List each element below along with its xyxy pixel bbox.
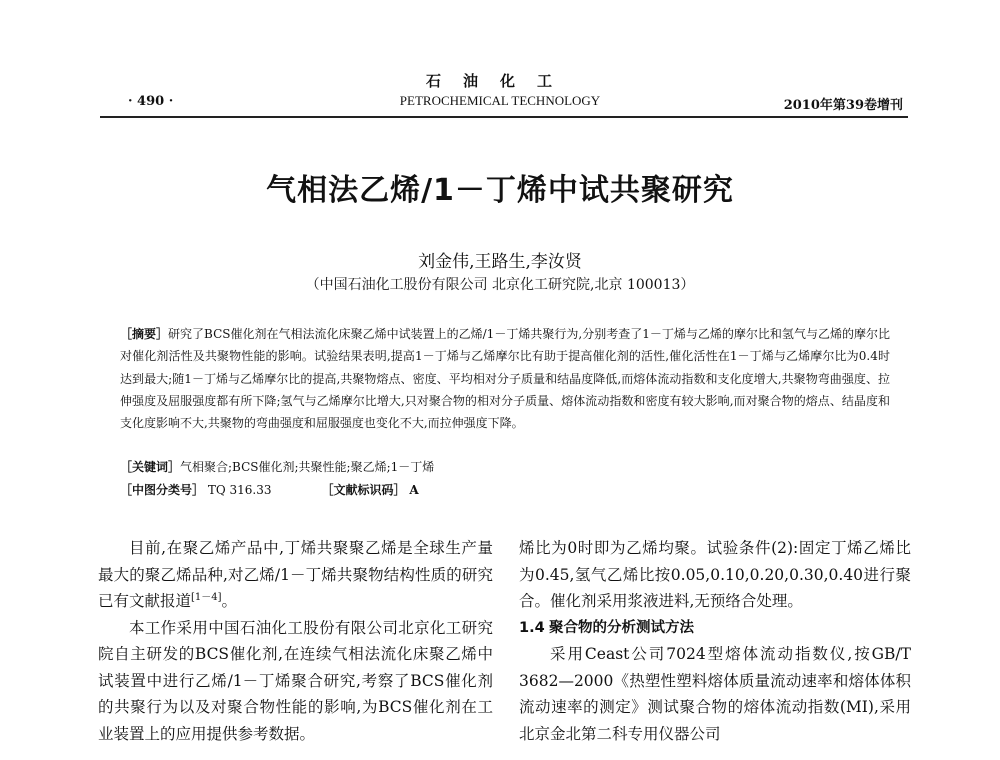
citation-ref: [1－4] bbox=[191, 591, 222, 603]
authors: 刘金伟,王路生,李汝贤 bbox=[418, 252, 582, 272]
body-right-column bbox=[519, 535, 911, 747]
classification bbox=[120, 481, 419, 498]
abstract bbox=[120, 323, 890, 434]
paragraph-conditions: 烯比为0时即为乙烯均聚。试验条件(2):固定丁烯乙烯比为0.45,氢气乙烯比按0.05,0.10,0.20,0.30,0.40进行聚合。催化剂采用浆液进料,无预络合处理。 bbox=[519, 539, 911, 610]
clc-label: ［中图分类号］ bbox=[120, 483, 205, 497]
issue-info: 2010年第39卷增刊 bbox=[783, 98, 903, 113]
paragraph-intro bbox=[98, 535, 493, 615]
paragraph-methods: 采用Ceast公司7024型熔体流动指数仪,按GB/T 3682—2000《热塑性塑料熔体质量流动速率和熔体体积流动速率的测定》测试聚合物的熔体流动指数(MI),采用北京金北第二科专用仪器公司 bbox=[519, 645, 911, 743]
clc-value: TQ 316.33 bbox=[207, 483, 272, 497]
page-number: · 490 · bbox=[128, 94, 174, 109]
paragraph-intro-text: 目前,在聚乙烯产品中,丁烯共聚聚乙烯是全球生产量最大的聚乙烯品种,对乙烯/1－丁烯共聚物结构性质的研究已有文献报道 bbox=[98, 539, 493, 610]
journal-title-cn: 石油化工 bbox=[425, 72, 574, 90]
keywords bbox=[120, 458, 434, 475]
section-title: 聚合物的分析测试方法 bbox=[549, 619, 694, 636]
section-number: 1.4 bbox=[519, 619, 545, 636]
affiliation: （中国石油化工股份有限公司 北京化工研究院,北京 100013） bbox=[305, 277, 695, 293]
paragraph-work: 本工作采用中国石油化工股份有限公司北京化工研究院自主研发的BCS催化剂,在连续气相法流化床聚乙烯中试装置中进行乙烯/1－丁烯聚合研究,考察了BCS催化剂的共聚行为以及对聚合物性能的影响,为BCS催化剂在工业装置上的应用提供参考数据。 bbox=[98, 618, 493, 743]
doc-code-label: ［文献标识码］ bbox=[321, 483, 406, 497]
doc-code-value: A bbox=[409, 483, 419, 497]
abstract-label: ［摘要］ bbox=[120, 327, 169, 341]
keywords-label: ［关键词］ bbox=[120, 460, 181, 474]
paragraph-intro-end: 。 bbox=[221, 592, 238, 610]
abstract-text: 研究了BCS催化剂在气相法流化床聚乙烯中试装置上的乙烯/1－丁烯共聚行为,分别考查了1－丁烯与乙烯的摩尔比和氢气与乙烯的摩尔比对催化剂活性及共聚物性能的影响。试验结果表明,提高1－丁烯与乙烯摩尔比有助于提高催化剂的活性,催化活性在1－丁烯与乙烯摩尔比为0.4时达到最大;随1－丁烯与乙烯摩尔比的提高,共聚物熔点、密度、平均相对分子质量和结晶度降低,而熔体流动指数和支化度增大,共聚物弯曲强度、拉伸强度及屈服强度都有所下降;氢气与乙烯摩尔比增大,只对聚合物的相对分子质量、熔体流动指数和密度有较大影响,而对聚合物的熔点、结晶度和支化度影响不大,共聚物的弯曲强度和屈服强度也变化不大,而拉伸强度下降。 bbox=[120, 327, 890, 431]
article-title: 气相法乙烯/1－丁烯中试共聚研究 bbox=[266, 173, 734, 208]
keywords-text: 气相聚合;BCS催化剂;共聚性能;聚乙烯;1－丁烯 bbox=[180, 460, 435, 474]
header-divider bbox=[100, 116, 908, 118]
body-left-column bbox=[98, 535, 493, 747]
journal-title-en: PETROCHEMICAL TECHNOLOGY bbox=[399, 93, 601, 108]
section-heading bbox=[519, 615, 911, 642]
